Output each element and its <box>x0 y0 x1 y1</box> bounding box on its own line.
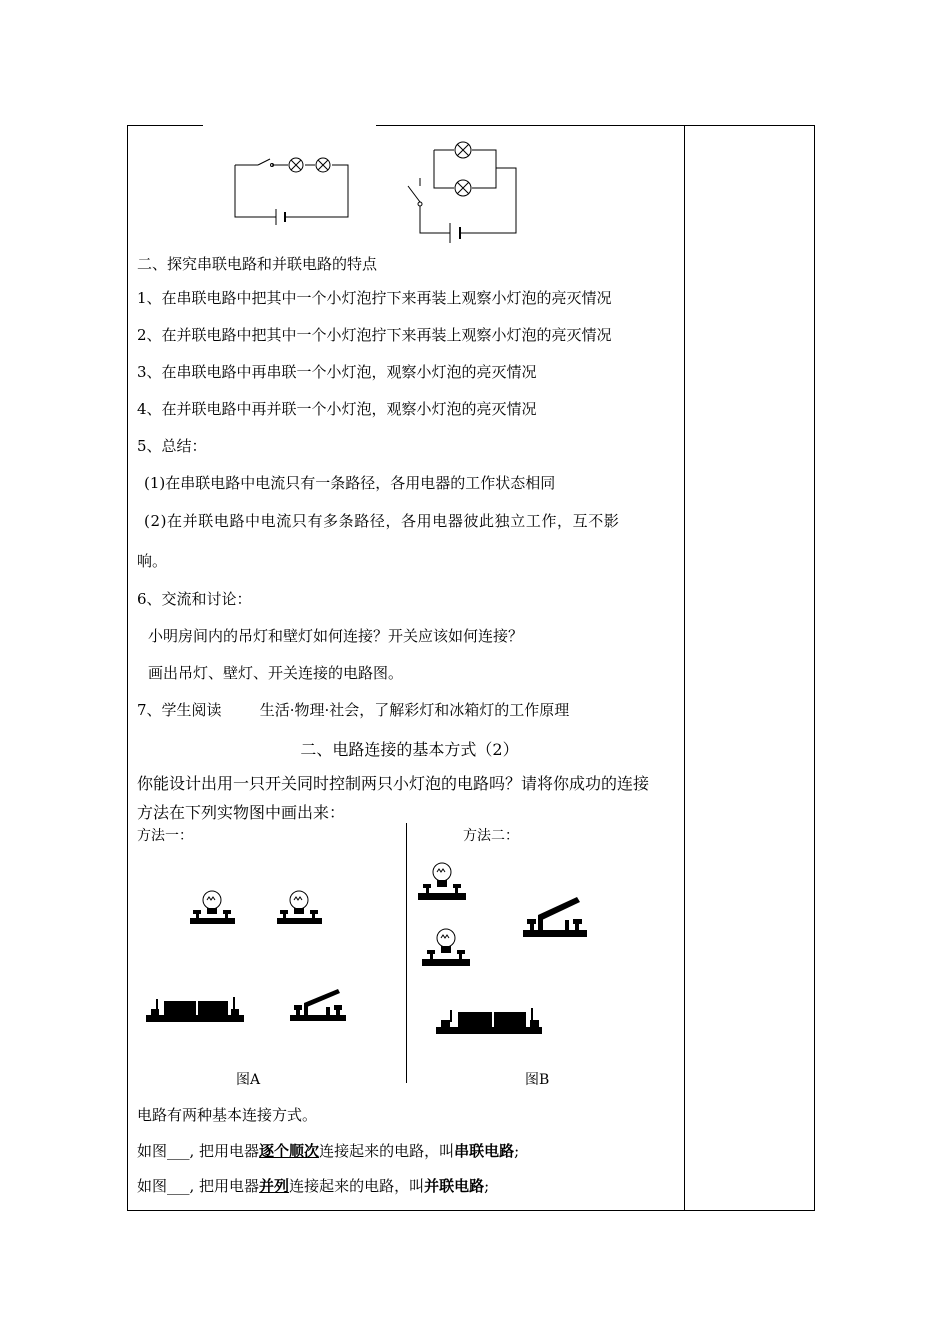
top-border-gap <box>203 123 376 127</box>
parallel-circuit-diagram <box>400 138 525 248</box>
step-1: 1、在串联电路中把其中一个小灯泡拧下来再装上观察小灯泡的亮灭情况 <box>137 289 612 307</box>
series-term: 串联电路 <box>454 1142 515 1160</box>
parallel-key-phrase: 并列 <box>259 1177 290 1195</box>
discussion-1: 小明房间内的吊灯和壁灯如何连接？开关应该如何连接？ <box>148 627 524 645</box>
parallel-middle: 连接起来的电路，叫 <box>289 1177 425 1195</box>
step-4: 4、在并联电路中再并联一个小灯泡，观察小灯泡的亮灭情况 <box>137 400 537 418</box>
figure-a-caption: 图A <box>236 1072 261 1088</box>
step-3: 3、在串联电路中再串联一个小灯泡，观察小灯泡的亮灭情况 <box>137 363 537 381</box>
section3-title: 二、电路连接的基本方式（2） <box>300 740 519 759</box>
method-1-label: 方法一： <box>137 828 193 844</box>
design-question-2: 方法在下列实物图中画出来： <box>137 803 346 822</box>
figure-b-caption: 图B <box>525 1072 550 1088</box>
parallel-prefix: 如图___, 把用电器 <box>137 1177 260 1195</box>
figure-a-bulb-2 <box>277 890 323 926</box>
series-prefix: 如图___, 把用电器 <box>137 1142 260 1160</box>
series-circuit-diagram <box>230 150 355 225</box>
step-6: 6、交流和讨论： <box>137 590 252 608</box>
figure-a-bulb-1 <box>190 890 236 926</box>
figure-a-battery <box>146 995 246 1025</box>
step-5: 5、总结： <box>137 437 207 455</box>
series-definition <box>137 1141 519 1161</box>
parallel-definition <box>137 1176 489 1196</box>
design-question-1: 你能设计出用一只开关同时控制两只小灯泡的电路吗？请将你成功的连接 <box>137 774 650 793</box>
figure-a-switch <box>290 985 350 1023</box>
series-key-phrase: 逐个顺次 <box>259 1142 320 1160</box>
figure-b-bulb-2 <box>422 928 472 968</box>
figure-b-bulb-1 <box>418 862 468 902</box>
parallel-term: 并联电路 <box>424 1177 485 1195</box>
figure-b-battery <box>436 1005 544 1037</box>
table-column-divider <box>684 125 685 1211</box>
summary-2-cont: 响。 <box>137 552 168 570</box>
series-end: ; <box>514 1142 520 1160</box>
discussion-2: 画出吊灯、壁灯、开关连接的电路图。 <box>148 664 404 682</box>
step-2: 2、在并联电路中把其中一个小灯泡拧下来再装上观察小灯泡的亮灭情况 <box>137 326 612 344</box>
parallel-end: ; <box>484 1177 490 1195</box>
section2-heading: 二、探究串联电路和并联电路的特点 <box>137 255 378 273</box>
figure-b-switch <box>523 893 589 939</box>
method-separator <box>406 823 407 1083</box>
summary-2: (2)在并联电路中电流只有多条路径，各用电器彼此独立工作，互不影 <box>144 512 620 530</box>
summary-1: (1)在串联电路中电流只有一条路径，各用电器的工作状态相同 <box>144 474 556 492</box>
step-7: 7、学生阅读 生活·物理·社会，了解彩灯和冰箱灯的工作原理 <box>137 701 570 719</box>
series-middle: 连接起来的电路，叫 <box>319 1142 455 1160</box>
connection-types-intro: 电路有两种基本连接方式。 <box>137 1106 318 1124</box>
method-2-label: 方法二： <box>463 828 519 844</box>
